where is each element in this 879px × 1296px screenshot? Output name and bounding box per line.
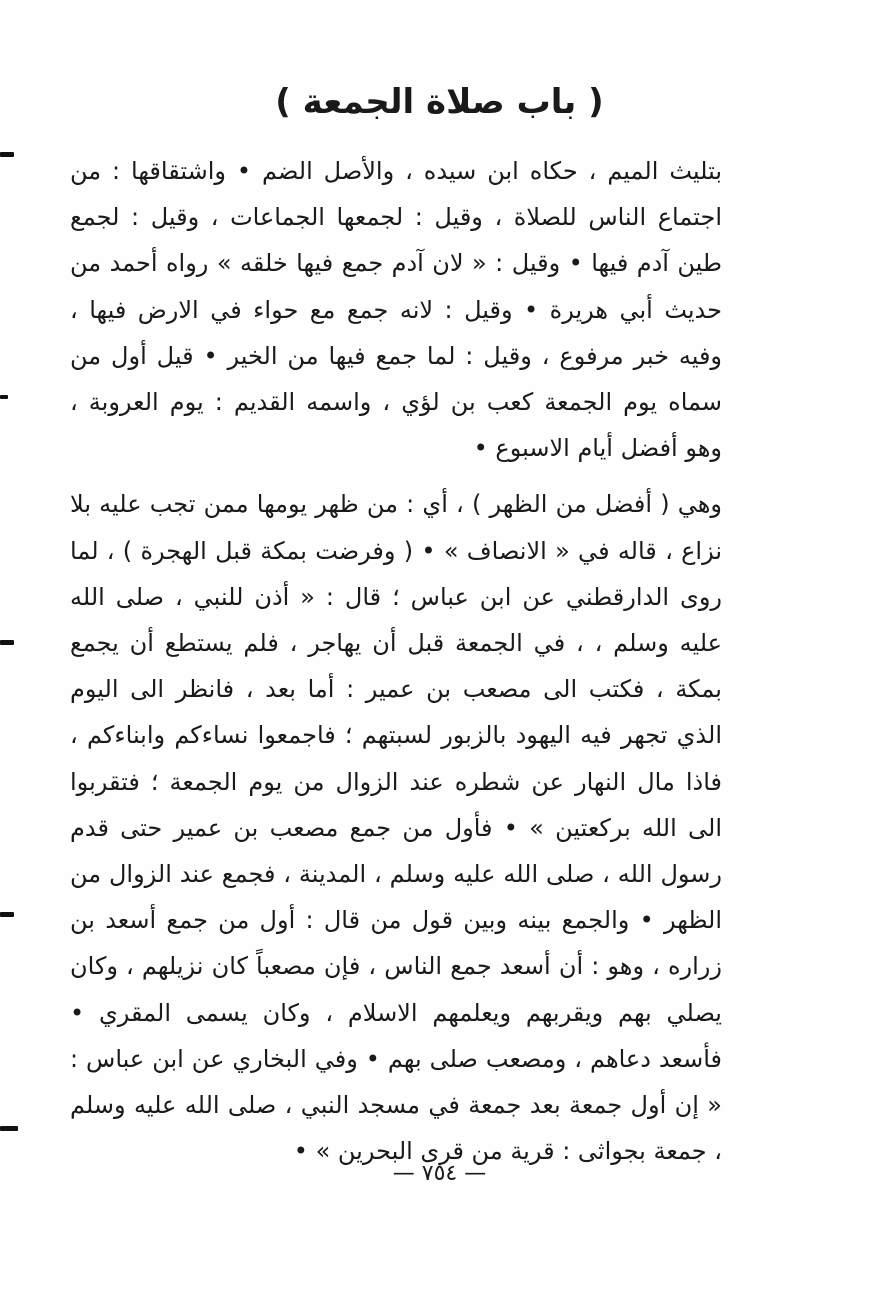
- margin-mark: [0, 395, 8, 399]
- page-number: — ٧٥٤ —: [392, 1161, 487, 1186]
- body-text: [70, 148, 722, 1174]
- margin-mark: [0, 912, 14, 917]
- margin-mark: [0, 1126, 18, 1131]
- paragraph-1: بتليث الميم ، حكاه ابن سيده ، والأصل الضم • واشتقاقها : من اجتماع الناس للصلاة ، وقيل : لجمعها الجماعات ، وقيل : لجمع طين آدم فيها • وقيل : « لان آدم جمع فيها خلقه » رواه أحمد من حديث أبي هريرة • وقيل : لانه جمع مع حواء في الارض فيها ، وفيه خبر مرفوع ، وقيل : لما جمع فيها من الخير • قيل أول من سماه يوم الجمعة كعب بن لؤي ، واسمه القديم : يوم العروبة ، وهو أفضل أيام الاسبوع •: [70, 157, 722, 463]
- margin-mark: [0, 640, 14, 645]
- paragraph-2: وهي ( أفضل من الظهر ) ، أي : من ظهر يومها ممن تجب عليه بلا نزاع ، قاله في « الانصاف » • ( وفرضت بمكة قبل الهجرة ) ، لما روى الدارقطني عن ابن عباس ؛ قال : « أذن للنبي ، صلى الله عليه وسلم ، ، في الجمعة قبل أن يهاجر ، فلم يستطع أن يجمع بمكة ، فكتب الى مصعب بن عمير : أما بعد ، فانظر الى اليوم الذي تجهر فيه اليهود بالزبور لسبتهم ؛ فاجمعوا نساءكم وابناءكم ، فاذا مال النهار عن شطره عند الزوال من يوم الجمعة ؛ فتقربوا الى الله بركعتين » • فأول من جمع مصعب بن عمير حتى قدم رسول الله ، صلى الله عليه وسلم ، المدينة ، فجمع عند الزوال من الظهر • والجمع بينه وبين قول من قال : أول من جمع أسعد بن زراره ، وهو : أن أسعد جمع الناس ، فإن مصعباً كان نزيلهم ، وكان يصلي بهم ويقربهم ويعلمهم الاسلام ، وكان يسمى المقري • فأسعد دعاهم ، ومصعب صلى بهم • وفي البخاري عن ابن عباس : « إن أول جمعة بعد جمعة في مسجد النبي ، صلى الله عليه وسلم ، جمعة بجواثى : قرية من قرى البحرين » •: [70, 490, 722, 1166]
- chapter-heading: ( باب صلاة الجمعة ): [275, 82, 604, 122]
- margin-mark: [0, 152, 14, 157]
